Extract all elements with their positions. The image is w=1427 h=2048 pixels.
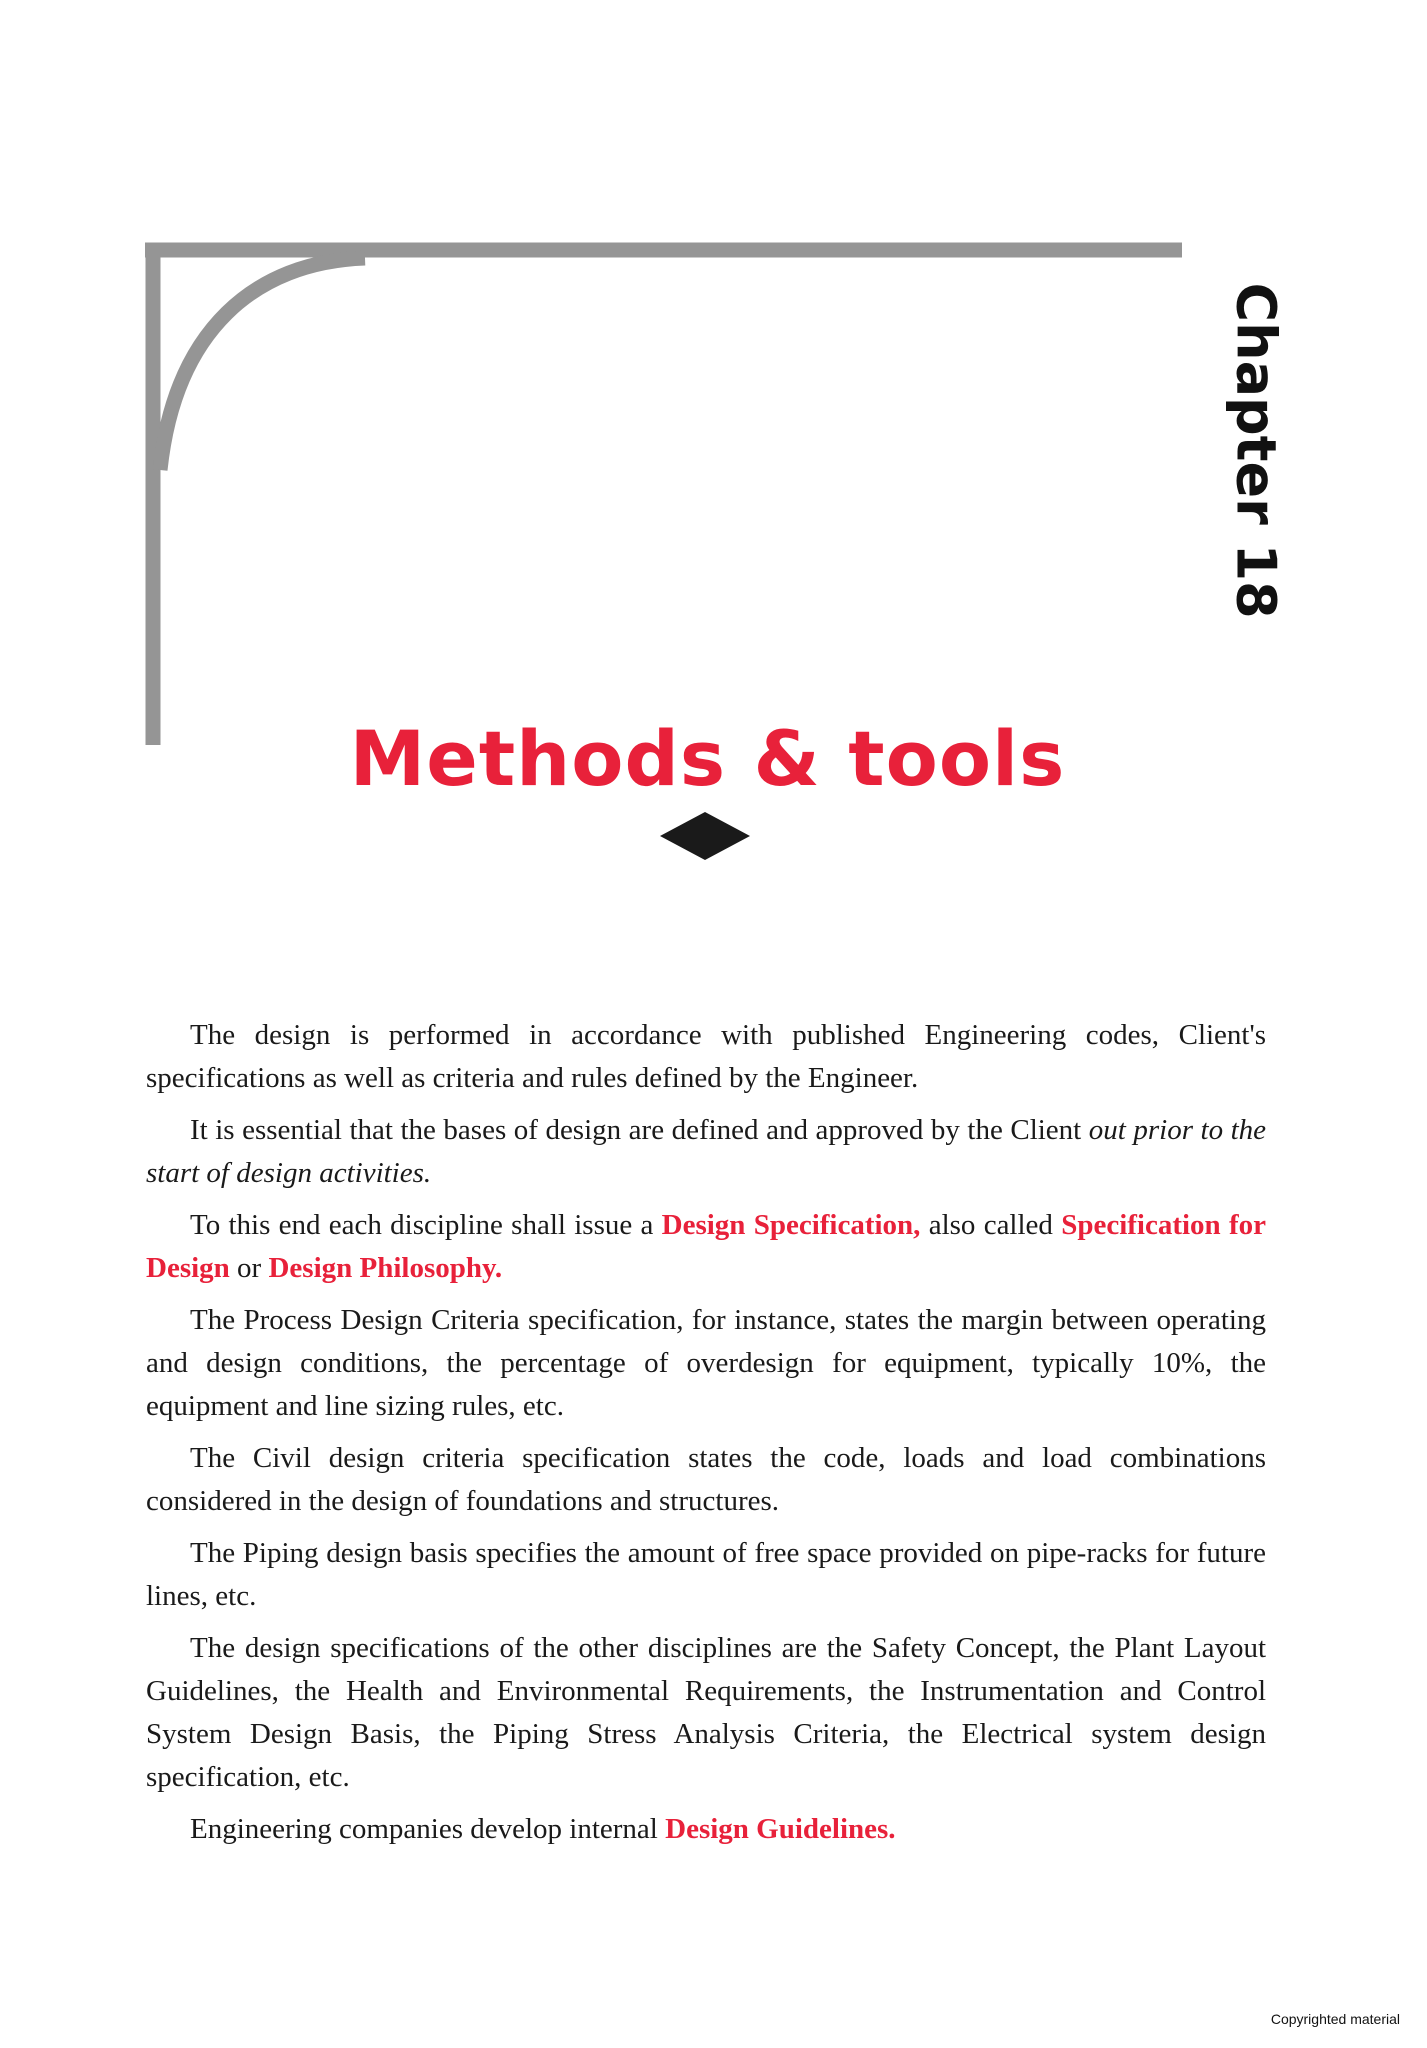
paragraph-8-pre: Engineering companies develop internal bbox=[190, 1813, 666, 1845]
chapter-title: Methods & tools bbox=[349, 713, 1066, 803]
body-text bbox=[146, 1014, 1266, 1860]
paragraph-2-text: It is essential that the bases of design are defined and approved by the Client bbox=[190, 1114, 1082, 1146]
paragraph-7: The design specifications of the other disciplines are the Safety Concept, the Plant Layout Guidelines, the Health and Environmental Requirements, the Instrumentation and Control System Design Basis, the Piping Stress Analysis Criteria, the Electrical system design specification, etc. bbox=[146, 1632, 1266, 1793]
chapter-label: Chapter 18 bbox=[1224, 282, 1288, 619]
term-design-guidelines: Design Guidelines. bbox=[665, 1813, 896, 1845]
paragraph-2 bbox=[146, 1109, 1266, 1195]
paragraph-3 bbox=[146, 1204, 1266, 1290]
copyright-notice: Copyrighted material bbox=[1270, 2011, 1400, 2027]
paragraph-1: The design is performed in accordance with published Engineering codes, Client's specifications as well as criteria and rules defined by the Engineer. bbox=[146, 1019, 1266, 1094]
diamond-ornament-icon bbox=[660, 812, 750, 860]
paragraph-3-mid1: also called bbox=[920, 1209, 1062, 1241]
frame-corner-arc bbox=[160, 258, 365, 470]
term-specification-for-design: Specification for Design bbox=[146, 1209, 1266, 1284]
paragraph-4: The Process Design Criteria specification, for instance, states the margin between operating and design conditions, the percentage of overdesign for equipment, typically 10%, the equipment and line sizing rules, etc. bbox=[146, 1304, 1266, 1422]
paragraph-2-italic: out prior to the start of design activities. bbox=[146, 1114, 1267, 1189]
term-design-philosophy: Design Philosophy. bbox=[268, 1252, 503, 1284]
paragraph-6: The Piping design basis specifies the amount of free space provided on pipe-racks for future lines, etc. bbox=[146, 1537, 1266, 1612]
paragraph-3-mid2: or bbox=[229, 1252, 269, 1284]
paragraph-5: The Civil design criteria specification states the code, loads and load combinations considered in the design of foundations and structures. bbox=[146, 1442, 1266, 1517]
paragraph-3-pre: To this end each discipline shall issue a bbox=[190, 1209, 662, 1241]
term-design-specification: Design Specification, bbox=[661, 1209, 921, 1241]
paragraph-8 bbox=[146, 1808, 1266, 1851]
